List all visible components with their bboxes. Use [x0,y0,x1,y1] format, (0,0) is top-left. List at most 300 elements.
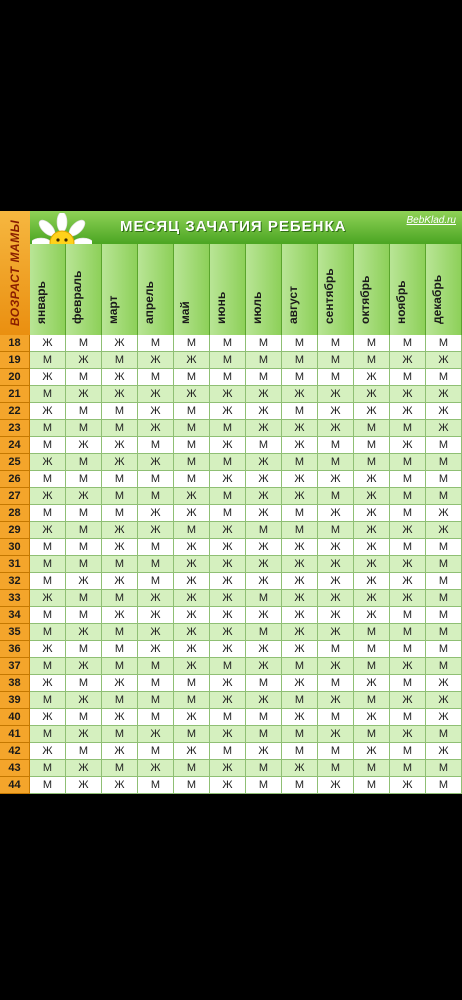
gender-cell: М [66,743,102,760]
gender-cell: М [30,607,66,624]
table-row [0,760,462,777]
age-cell: 32 [0,573,30,590]
gender-cell: Ж [426,522,462,539]
age-cell: 33 [0,590,30,607]
gender-cell: Ж [210,726,246,743]
gender-cell: Ж [138,420,174,437]
gender-cell: М [390,488,426,505]
table-row [0,675,462,692]
gender-cell: М [210,505,246,522]
gender-cell: М [102,641,138,658]
gender-cell: М [66,522,102,539]
gender-cell: Ж [246,692,282,709]
gender-cell: Ж [30,675,66,692]
gender-cell: М [30,556,66,573]
gender-cell: Ж [318,471,354,488]
gender-cell: Ж [282,760,318,777]
gender-cell: Ж [390,352,426,369]
table-row [0,726,462,743]
gender-cell: Ж [318,777,354,794]
age-cell: 40 [0,709,30,726]
gender-cell: М [174,403,210,420]
gender-cell: Ж [138,607,174,624]
gender-cell: М [426,607,462,624]
gender-cell: Ж [174,539,210,556]
gender-cell: Ж [174,658,210,675]
gender-cell: М [354,692,390,709]
gender-cell: М [354,352,390,369]
gender-cell: Ж [210,607,246,624]
table-row [0,471,462,488]
gender-cell: Ж [30,369,66,386]
gender-cell: Ж [174,590,210,607]
gender-cell: Ж [66,352,102,369]
gender-cell: Ж [246,573,282,590]
gender-cell: Ж [318,539,354,556]
gender-cell: Ж [318,590,354,607]
gender-cell: Ж [354,386,390,403]
gender-cell: Ж [30,335,66,352]
gender-cell: Ж [102,369,138,386]
table-row [0,505,462,522]
gender-cell: Ж [282,471,318,488]
gender-cell: М [210,709,246,726]
gender-cell: М [318,352,354,369]
month-label: декабрь [429,274,444,324]
gender-cell: Ж [354,488,390,505]
gender-cell: Ж [210,777,246,794]
gender-cell: М [102,352,138,369]
age-cell: 20 [0,369,30,386]
gender-cell: Ж [246,488,282,505]
gender-cell: Ж [318,692,354,709]
table-row [0,590,462,607]
gender-cell: М [354,420,390,437]
month-header [318,244,354,335]
gender-cell: М [426,437,462,454]
gender-cell: Ж [282,590,318,607]
gender-cell: Ж [390,777,426,794]
month-header [174,244,210,335]
gender-cell: М [246,335,282,352]
table-row [0,641,462,658]
gender-cell: М [174,471,210,488]
gender-cell: Ж [426,692,462,709]
gender-cell: М [426,556,462,573]
table-row [0,692,462,709]
gender-cell: М [282,692,318,709]
table-row [0,369,462,386]
chart-title: МЕСЯЦ ЗАЧАТИЯ РЕБЕНКА [120,218,347,235]
age-cell: 41 [0,726,30,743]
gender-cell: М [174,335,210,352]
month-header [210,244,246,335]
gender-cell: М [138,675,174,692]
gender-cell: М [66,556,102,573]
month-header [102,244,138,335]
age-cell: 42 [0,743,30,760]
gender-cell: Ж [138,641,174,658]
gender-cell: М [426,760,462,777]
age-label: ВОЗРАСТ МАМЫ [8,219,22,327]
gender-cell: Ж [138,726,174,743]
gender-cell: М [390,675,426,692]
gender-cell: М [246,590,282,607]
gender-cell: Ж [210,539,246,556]
gender-cell: М [318,743,354,760]
gender-cell: М [174,692,210,709]
gender-cell: Ж [246,420,282,437]
gender-cell: М [318,437,354,454]
gender-cell: М [210,454,246,471]
gender-cell: М [102,624,138,641]
gender-cell: Ж [246,743,282,760]
gender-cell: Ж [102,539,138,556]
gender-cell: Ж [138,386,174,403]
gender-cell: Ж [30,590,66,607]
gender-cell: Ж [102,777,138,794]
gender-cell: Ж [102,607,138,624]
gender-cell: Ж [174,641,210,658]
gender-cell: Ж [66,488,102,505]
gender-cell: М [66,641,102,658]
month-label: сентябрь [321,268,336,324]
gender-cell: Ж [426,743,462,760]
table-row [0,437,462,454]
gender-cell: М [390,607,426,624]
gender-cell: Ж [318,386,354,403]
gender-cell: Ж [246,386,282,403]
table-row [0,573,462,590]
gender-cell: Ж [102,522,138,539]
gender-cell: Ж [426,420,462,437]
month-label: август [285,286,300,324]
gender-cell: М [138,556,174,573]
gender-cell: М [30,658,66,675]
gender-cell: М [66,471,102,488]
gender-cell: Ж [102,437,138,454]
gender-cell: М [30,505,66,522]
gender-cell: Ж [426,675,462,692]
gender-cell: Ж [174,386,210,403]
age-label-column [0,211,31,335]
gender-cell: М [210,352,246,369]
gender-cell: Ж [102,675,138,692]
gender-cell: М [246,760,282,777]
gender-cell: М [390,743,426,760]
gender-cell: М [138,437,174,454]
gender-cell: Ж [210,386,246,403]
age-cell: 36 [0,641,30,658]
gender-cell: Ж [390,556,426,573]
gender-cell: М [102,505,138,522]
table-row [0,454,462,471]
gender-cell: М [102,488,138,505]
gender-cell: Ж [354,403,390,420]
table-row [0,624,462,641]
month-header [66,244,102,335]
gender-cell: Ж [174,505,210,522]
gender-cell: М [174,726,210,743]
gender-cell: Ж [102,386,138,403]
gender-cell: М [282,454,318,471]
table-row [0,658,462,675]
gender-cell: Ж [282,641,318,658]
gender-cell: М [354,454,390,471]
gender-cell: Ж [174,743,210,760]
age-cell: 26 [0,471,30,488]
gender-cell: М [138,335,174,352]
gender-cell: Ж [174,709,210,726]
gender-cell: М [318,675,354,692]
gender-cell: Ж [318,624,354,641]
month-label: май [177,301,192,324]
month-header-row [30,244,462,335]
gender-cell: М [66,403,102,420]
gender-cell: М [138,471,174,488]
gender-cell: М [390,760,426,777]
gender-cell: М [138,692,174,709]
gender-cell: Ж [282,675,318,692]
gender-cell: Ж [210,573,246,590]
gender-cell: М [138,539,174,556]
gender-cell: Ж [318,556,354,573]
gender-cell: Ж [318,607,354,624]
gender-cell: Ж [282,607,318,624]
table-row [0,335,462,352]
gender-cell: М [390,369,426,386]
gender-cell: М [318,709,354,726]
gender-cell: М [282,352,318,369]
gender-cell: Ж [282,709,318,726]
gender-cell: Ж [390,386,426,403]
gender-cell: М [426,369,462,386]
gender-cell: М [174,777,210,794]
gender-cell: Ж [282,556,318,573]
month-label: март [105,295,120,324]
gender-cell: М [30,726,66,743]
gender-cell: М [390,624,426,641]
age-cell: 39 [0,692,30,709]
gender-cell: Ж [30,454,66,471]
gender-cell: М [246,624,282,641]
gender-cell: М [318,488,354,505]
gender-cell: М [282,505,318,522]
gender-cell: М [210,369,246,386]
gender-cell: Ж [282,573,318,590]
gender-cell: Ж [354,573,390,590]
gender-cell: Ж [138,590,174,607]
age-cell: 18 [0,335,30,352]
gender-cell: Ж [210,675,246,692]
gender-cell: Ж [102,709,138,726]
gender-cell: М [390,420,426,437]
gender-cell: М [210,420,246,437]
age-cell: 27 [0,488,30,505]
gender-cell: М [66,675,102,692]
month-label: октябрь [357,275,372,324]
gender-cell: Ж [210,522,246,539]
table-row [0,743,462,760]
gender-cell: М [66,335,102,352]
gender-cell: М [138,488,174,505]
gender-cell: Ж [354,675,390,692]
age-cell: 34 [0,607,30,624]
gender-cell: Ж [66,726,102,743]
gender-cell: М [354,726,390,743]
gender-cell: Ж [210,471,246,488]
gender-cell: М [282,726,318,743]
gender-cell: Ж [318,573,354,590]
gender-cell: Ж [138,760,174,777]
table-row [0,777,462,794]
gender-cell: М [426,658,462,675]
gender-cell: М [66,369,102,386]
gender-cell: Ж [354,505,390,522]
gender-cell: М [246,777,282,794]
age-cell: 23 [0,420,30,437]
gender-cell: М [210,658,246,675]
age-cell: 37 [0,658,30,675]
gender-cell: Ж [174,352,210,369]
gender-cell: Ж [390,403,426,420]
gender-cell: М [138,777,174,794]
table-row [0,709,462,726]
age-cell: 31 [0,556,30,573]
gender-cell: М [174,760,210,777]
gender-cell: М [426,454,462,471]
gender-cell: М [138,743,174,760]
gender-cell: М [246,437,282,454]
gender-cell: Ж [210,760,246,777]
gender-cell: Ж [30,488,66,505]
gender-cell: Ж [246,539,282,556]
month-header [246,244,282,335]
site-link[interactable]: BebKlad.ru [406,215,456,226]
gender-cell: М [390,471,426,488]
age-cell: 29 [0,522,30,539]
age-cell: 43 [0,760,30,777]
gender-cell: Ж [390,692,426,709]
gender-cell: Ж [66,573,102,590]
age-cell: 38 [0,675,30,692]
gender-cell: Ж [246,403,282,420]
gender-cell: Ж [246,556,282,573]
gender-cell: Ж [30,641,66,658]
gender-cell: Ж [354,709,390,726]
gender-cell: М [354,437,390,454]
gender-cell: Ж [138,454,174,471]
gender-cell: М [246,352,282,369]
gender-cell: М [426,471,462,488]
gender-cell: М [390,335,426,352]
gender-cell: М [426,590,462,607]
gender-cell: Ж [138,624,174,641]
gender-cell: М [318,454,354,471]
gender-cell: М [66,590,102,607]
gender-cell: Ж [66,386,102,403]
gender-cell: Ж [354,590,390,607]
age-cell: 25 [0,454,30,471]
gender-cell: Ж [354,607,390,624]
gender-cell: М [30,539,66,556]
gender-cell: Ж [210,590,246,607]
gender-cell: М [426,539,462,556]
gender-cell: М [354,641,390,658]
gender-cell: М [354,658,390,675]
gender-cell: М [30,573,66,590]
gender-cell: М [354,335,390,352]
gender-cell: М [30,471,66,488]
gender-cell: М [354,624,390,641]
gender-cell: Ж [390,726,426,743]
gender-cell: М [282,743,318,760]
gender-cell: М [30,624,66,641]
table-row [0,539,462,556]
gender-cell: М [66,709,102,726]
gender-cell: Ж [282,539,318,556]
gender-cell: Ж [390,573,426,590]
gender-cell: Ж [138,403,174,420]
gender-cell: М [66,539,102,556]
gender-cell: М [138,709,174,726]
gender-cell: Ж [282,624,318,641]
gender-cell: М [282,335,318,352]
gender-cell: Ж [390,522,426,539]
gender-cell: М [138,369,174,386]
gender-cell: М [282,658,318,675]
title-band [30,211,462,245]
gender-cell: М [210,335,246,352]
month-label: июль [249,291,264,324]
gender-cell: М [390,505,426,522]
age-cell: 24 [0,437,30,454]
gender-cell: М [246,709,282,726]
gender-cell: Ж [246,641,282,658]
gender-cell: Ж [318,505,354,522]
gender-cell: М [318,335,354,352]
gender-cell: М [318,369,354,386]
month-header [30,244,66,335]
gender-cell: М [102,726,138,743]
gender-cell: Ж [246,658,282,675]
gender-cell: М [102,403,138,420]
age-cell: 19 [0,352,30,369]
gender-cell: Ж [426,403,462,420]
gender-cell: М [102,420,138,437]
gender-cell: Ж [66,777,102,794]
gender-cell: М [246,675,282,692]
month-header [282,244,318,335]
gender-cell: М [390,454,426,471]
gender-cell: Ж [66,624,102,641]
gender-cell: М [282,522,318,539]
gender-cell: Ж [174,624,210,641]
gender-cell: М [174,675,210,692]
gender-cell: М [174,369,210,386]
gender-cell: Ж [282,386,318,403]
gender-cell: М [390,641,426,658]
conception-chart [0,211,462,791]
gender-cell: Ж [174,556,210,573]
gender-cell: Ж [354,539,390,556]
gender-cell: М [426,641,462,658]
gender-cell: Ж [426,709,462,726]
month-label: январь [33,281,48,324]
month-label: июнь [213,291,228,324]
gender-cell: Ж [102,454,138,471]
gender-cell: Ж [354,369,390,386]
